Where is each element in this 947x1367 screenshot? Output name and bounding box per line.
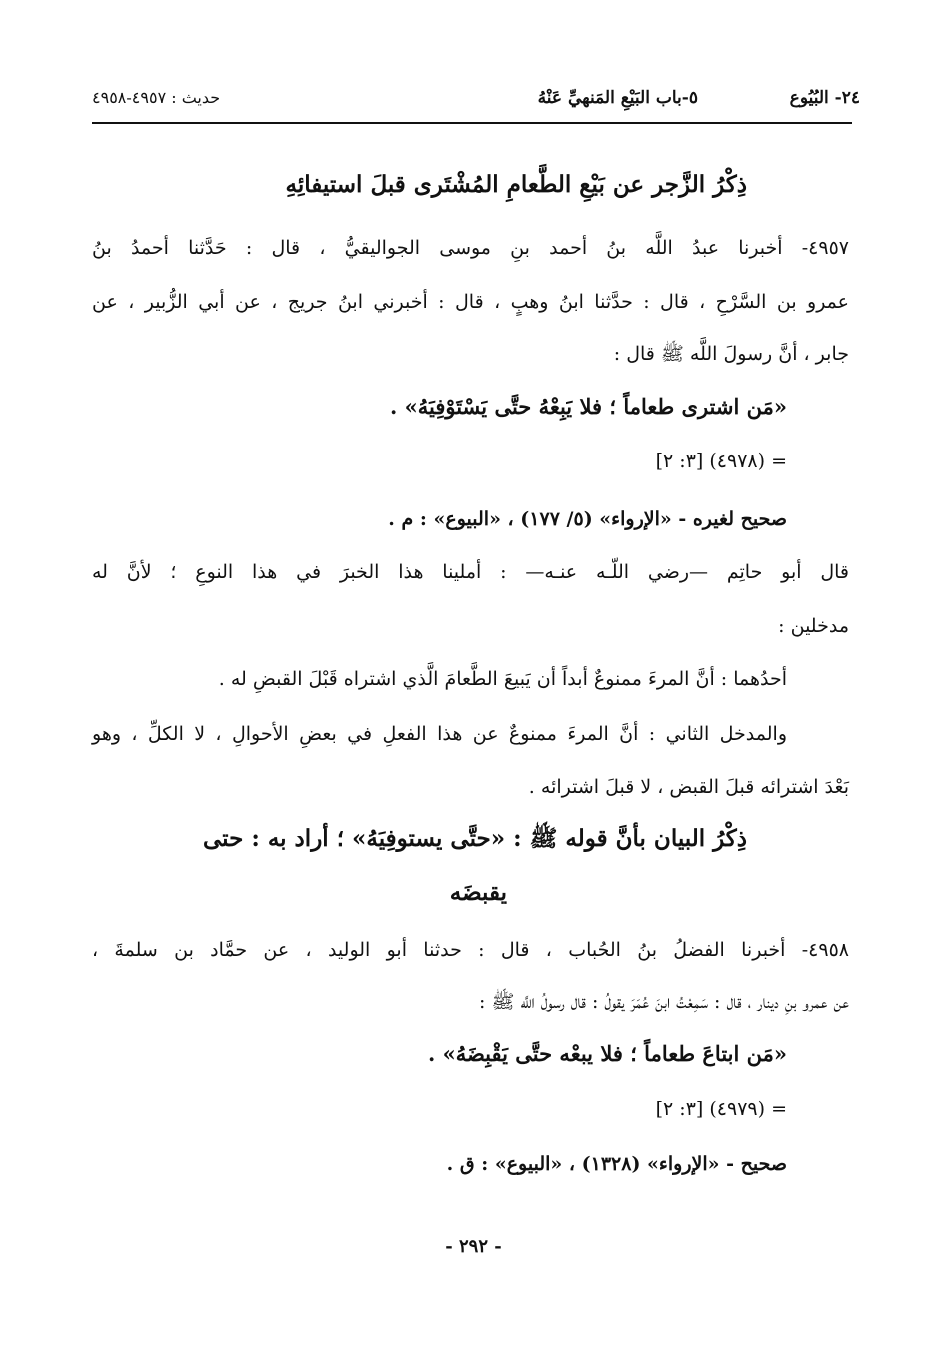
running-header: [92, 88, 860, 120]
hadith-4958-line-1: ٤٩٥٨- أخبرنا الفضلُ بنُ الحُباب ، قال : حدثنا أبو الوليد ، عن حمَّاد بن سلمةَ ،: [92, 939, 849, 961]
header-chapter: ٢٤- البُيُوع: [789, 88, 860, 108]
comment-line-3: أحدُهما : أنَّ المرءَ ممنوعٌ أبداً أن يَبيعَ الطَّعامَ الَّذي اشتراه قَبْلَ القبضِ له .: [218, 668, 787, 690]
comment-line-4: والمدخل الثاني : أنَّ المرءَ ممنوعٌ عن هذا الفعلِ في بعضِ الأحوالِ ، لا الكلِّ ، وهو: [92, 723, 787, 745]
hadith-4957-matn: «مَن اشترى طعاماً ؛ فلا يَبِعْهُ حتَّى يَسْتَوْفِيَهُ» .: [389, 394, 787, 419]
header-section: ٥-باب البَيْعِ المَنهيِّ عَنْهُ: [537, 88, 698, 108]
page-number: - ٢٩٢ -: [445, 1236, 502, 1257]
comment-line-2: مدخلين :: [778, 615, 849, 637]
hadith-4958-line-2: عن عمرو بنِ دينار ، قال : سَمِعْتُ ابنَ عُمَرَ يقولُ : قال رسولُ اللَّه ﷺ :: [479, 991, 849, 1013]
hadith-4957-line-2: عمرو بن السَّرْحِ ، قال : حدَّثنا ابنُ وهبٍ ، قال : أخبرني ابنُ جريج ، عن أبي الزُّبير ، عن: [92, 291, 849, 313]
hadith-4957-ref: = (٤٩٧٨) [٣: ٢]: [655, 450, 787, 472]
hadith-4958-grade: صحيح - «الإرواء» (١٣٢٨) ، «البيوع» : ق .: [446, 1153, 787, 1175]
hadith-4957-grade: صحيح لغيره - «الإرواء» (٥/ ١٧٧) ، «البيوع» : م .: [388, 508, 787, 530]
hadith-4958-matn: «مَن ابتاعَ طعاماً ؛ فلا يبعْه حتَّى يَقْبِضَهُ» .: [427, 1041, 787, 1066]
heading-1: ذِكْرُ الزَّجر عن بَيْعِ الطَّعامِ المُشْتَرى قبلَ استيفائِهِ: [285, 171, 747, 198]
comment-line-5: بَعْدَ اشترائه قبلَ القبض ، لا قبلَ اشترائه .: [528, 776, 849, 798]
heading-2-line-2: يقبضَه: [449, 879, 507, 906]
header-rule: [92, 122, 852, 124]
header-hadith-range: حديث : ٤٩٥٧-٤٩٥٨: [92, 88, 221, 107]
heading-2-line-1: ذِكْرُ البيان بأنَّ قوله ﷺ : «حتَّى يستوفِيَهُ» ؛ أراد به : حتى: [202, 825, 747, 852]
hadith-4957-line-1: ٤٩٥٧- أخبرنا عبدُ اللَّه بنُ أحمد بنِ موسى الجواليقيُّ ، قال : حَدَّثنا أحمدُ بنُ: [92, 237, 849, 259]
comment-line-1: قال أبو حاتِم —رضي اللّـه عنـه— : أملينا هذا الخبرَ في هذا النوعِ ؛ لأنَّ له: [92, 561, 849, 583]
hadith-4958-ref: = (٤٩٧٩) [٣: ٢]: [655, 1098, 787, 1120]
hadith-4957-line-3: جابر ، أنَّ رسولَ اللَّه ﷺ قال :: [613, 343, 849, 365]
